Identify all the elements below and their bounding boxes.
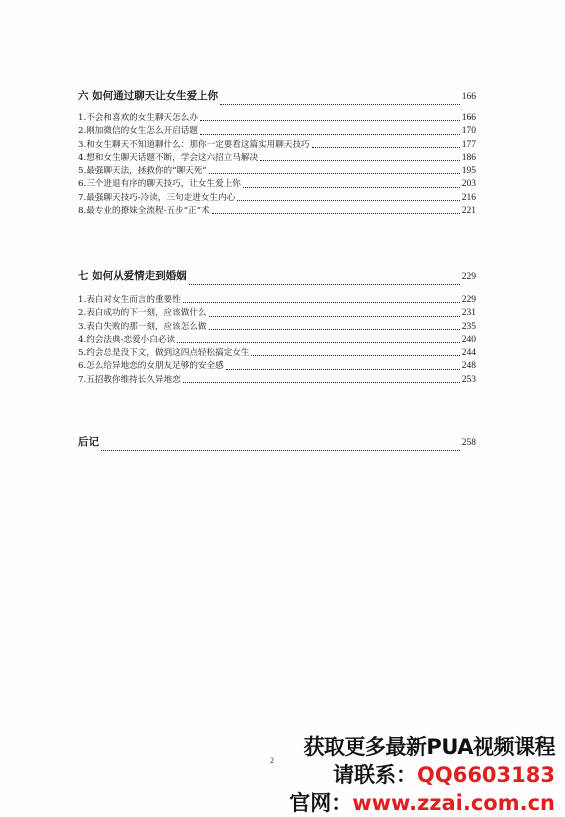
- entry-title: 7.最强聊天技巧-冷读，三句走进女生内心: [78, 192, 236, 203]
- entry-title: 1.表白对女生而言的重要性: [78, 295, 181, 305]
- section-title: 七 如何从爱情走到婚姻: [78, 270, 187, 282]
- dot-leader: [183, 301, 460, 303]
- dot-leader: [183, 381, 460, 383]
- entry-title: 4.约会法典-恋爱小白必读: [78, 334, 176, 345]
- toc-entry[interactable]: [78, 293, 476, 306]
- toc-entry[interactable]: [78, 320, 476, 333]
- entry-title: 1.不会和喜欢的女生聊天怎么办: [78, 113, 198, 123]
- dot-leader: [200, 133, 460, 135]
- entry-page: 229: [461, 295, 476, 305]
- entry-title: 8.最专业的撩妹全流程-五步“正”术: [78, 206, 210, 217]
- dot-leader: [237, 199, 460, 201]
- dot-leader: [209, 328, 460, 330]
- afterword-page: 258: [461, 438, 476, 448]
- dot-leader: [189, 283, 460, 285]
- entry-page: 195: [461, 166, 476, 177]
- toc-section-7: [78, 268, 476, 386]
- entry-page: 203: [461, 179, 476, 190]
- dot-leader: [200, 119, 460, 121]
- toc-entry[interactable]: [78, 333, 476, 346]
- entry-page: 186: [461, 152, 476, 163]
- entry-title: 5.最强聊天法，拯救你的“聊天死”: [78, 166, 207, 177]
- entry-title: 4.想和女生聊天话题不断，学会这六招立马解决: [78, 152, 259, 163]
- entry-page: 240: [461, 334, 476, 345]
- site-label: 官网：: [289, 791, 353, 815]
- afterword-title: 后记: [78, 436, 99, 448]
- contact-qq: QQ6603183: [417, 763, 555, 787]
- page-number: 2: [270, 756, 274, 765]
- dot-leader: [226, 368, 460, 370]
- entry-title: 6.三个进退有序的聊天技巧，让女生爱上你: [78, 179, 241, 190]
- dot-leader: [209, 315, 460, 317]
- dot-leader: [101, 449, 460, 451]
- toc-entry[interactable]: [78, 164, 476, 177]
- entry-title: 3.表白失败的那一刻，应该怎么做: [78, 321, 207, 332]
- toc-entry[interactable]: [78, 373, 476, 386]
- entry-page: 221: [461, 206, 476, 217]
- entry-page: 170: [461, 126, 476, 137]
- toc-entry-list: [78, 111, 476, 217]
- toc-entry[interactable]: [78, 151, 476, 164]
- entry-page: 216: [461, 192, 476, 203]
- entry-page: 231: [461, 308, 476, 319]
- entry-page: 166: [461, 113, 476, 123]
- contact-label: 请联系：: [333, 763, 417, 787]
- section-page: 166: [461, 92, 476, 102]
- entry-page: 244: [461, 348, 476, 359]
- section-page: 229: [461, 272, 476, 282]
- toc-section-6: [78, 88, 476, 217]
- toc-entry[interactable]: [78, 204, 476, 217]
- entry-page: 177: [461, 139, 476, 150]
- dot-leader: [312, 146, 460, 148]
- toc-entry[interactable]: [78, 306, 476, 319]
- site-url[interactable]: www.zzai.com.cn: [352, 791, 555, 815]
- dot-leader: [220, 103, 460, 105]
- ad-site-line: [289, 787, 555, 817]
- dot-leader: [177, 341, 460, 343]
- dot-leader: [209, 172, 460, 174]
- ad-contact-line: [333, 759, 555, 789]
- entry-title: 3.和女生聊天不知道聊什么：那你一定要看这篇实用聊天技巧: [78, 139, 310, 150]
- entry-title: 2.表白成功的下一刻，应该做什么: [78, 308, 207, 319]
- toc-entry[interactable]: [78, 191, 476, 204]
- entry-page: 235: [461, 321, 476, 332]
- toc-entry[interactable]: [78, 138, 476, 151]
- dot-leader: [243, 186, 460, 188]
- dot-leader: [260, 159, 460, 161]
- section-heading: [78, 88, 476, 108]
- entry-title: 7.五招教你维持长久异地恋: [78, 374, 181, 385]
- toc-entry[interactable]: [78, 124, 476, 137]
- entry-page: 248: [461, 361, 476, 372]
- entry-title: 6.怎么给异地恋的女朋友足够的安全感: [78, 361, 224, 372]
- toc-afterword: [78, 434, 476, 454]
- toc-entry[interactable]: [78, 359, 476, 372]
- toc-entry[interactable]: [78, 111, 476, 124]
- afterword-heading[interactable]: [78, 434, 476, 454]
- ad-banner-title: 获取更多最新PUA视频课程: [303, 735, 555, 759]
- dot-leader: [251, 354, 459, 356]
- dot-leader: [212, 212, 460, 214]
- section-title: 六 如何通过聊天让女生爱上你: [78, 90, 219, 102]
- toc-entry[interactable]: [78, 346, 476, 359]
- toc-entry-list: [78, 293, 476, 386]
- entry-title: 5.约会总是没下文，做到这四点轻松搞定女生: [78, 348, 250, 359]
- section-heading: [78, 268, 476, 288]
- entry-page: 253: [461, 374, 476, 385]
- entry-title: 2.刚加微信的女生怎么开启话题: [78, 126, 198, 137]
- toc-entry[interactable]: [78, 177, 476, 190]
